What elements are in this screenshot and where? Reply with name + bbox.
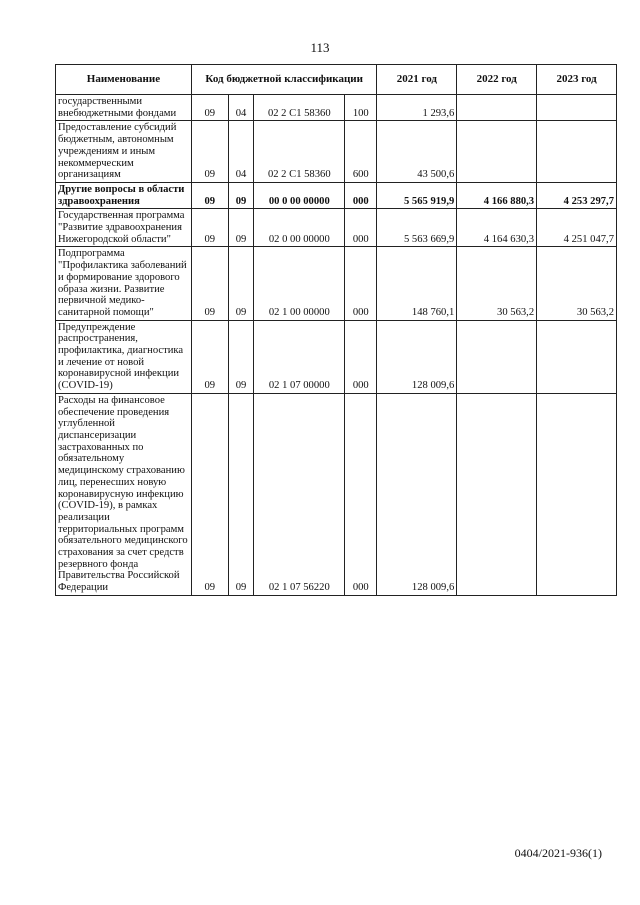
row-section: 09 xyxy=(191,393,228,595)
row-amount-2021: 148 760,1 xyxy=(377,247,457,320)
row-subsection: 09 xyxy=(228,320,254,393)
header-row xyxy=(56,65,617,95)
row-expense-type: 100 xyxy=(345,95,377,121)
row-section: 09 xyxy=(191,95,228,121)
row-amount-2021: 1 293,6 xyxy=(377,95,457,121)
row-subsection: 09 xyxy=(228,247,254,320)
row-section: 09 xyxy=(191,247,228,320)
row-amount-2023: 30 563,2 xyxy=(537,247,617,320)
row-amount-2022 xyxy=(457,121,537,183)
row-amount-2023 xyxy=(537,121,617,183)
header-code: Код бюджетной классификации xyxy=(191,65,377,95)
row-amount-2023 xyxy=(537,95,617,121)
row-subsection: 09 xyxy=(228,393,254,595)
header-2023: 2023 год xyxy=(537,65,617,95)
row-subsection: 04 xyxy=(228,121,254,183)
header-2022: 2022 год xyxy=(457,65,537,95)
row-section: 09 xyxy=(191,320,228,393)
row-amount-2022: 4 166 880,3 xyxy=(457,182,537,208)
row-expense-type: 000 xyxy=(345,393,377,595)
row-name: Подпрограмма "Профилактика заболеваний и формирование здорового образа жизни. Развитие первичной медико-санитарной помощи" xyxy=(56,247,192,320)
row-expense-type: 000 xyxy=(345,320,377,393)
row-target-article: 02 2 C1 58360 xyxy=(254,95,345,121)
row-amount-2023 xyxy=(537,393,617,595)
row-target-article: 02 0 00 00000 xyxy=(254,209,345,247)
page-number: 113 xyxy=(310,40,330,55)
row-amount-2022 xyxy=(457,95,537,121)
row-amount-2021: 5 563 669,9 xyxy=(377,209,457,247)
document-number: 0404/2021-936(1) xyxy=(514,846,602,860)
row-amount-2022: 4 164 630,3 xyxy=(457,209,537,247)
row-amount-2021: 43 500,6 xyxy=(377,121,457,183)
row-amount-2023 xyxy=(537,320,617,393)
row-amount-2021: 5 565 919,9 xyxy=(377,182,457,208)
row-name: Расходы на финансовое обеспечение проведения углубленной диспансеризации застрахованных по обязательному медицинскому страхованию лиц, перенесших новую коронавирусную инфекцию (COVID-19), в рамках реализации территориальных программ обязательного медицинского страхования за счет средств резервного фонда Правительства Российской Федерации xyxy=(56,393,192,595)
row-expense-type: 600 xyxy=(345,121,377,183)
row-expense-type: 000 xyxy=(345,182,377,208)
table-row xyxy=(56,393,617,595)
table-row xyxy=(56,209,617,247)
row-expense-type: 000 xyxy=(345,247,377,320)
row-amount-2021: 128 009,6 xyxy=(377,320,457,393)
row-name: Другие вопросы в области здравоохранения xyxy=(56,182,192,208)
table-row xyxy=(56,320,617,393)
row-subsection: 04 xyxy=(228,95,254,121)
row-name: Предупреждение распространения, профилактика, диагностика и лечение от новой коронавирусной инфекции (COVID-19) xyxy=(56,320,192,393)
row-target-article: 02 1 07 00000 xyxy=(254,320,345,393)
row-amount-2022: 30 563,2 xyxy=(457,247,537,320)
row-section: 09 xyxy=(191,121,228,183)
row-expense-type: 000 xyxy=(345,209,377,247)
row-section: 09 xyxy=(191,182,228,208)
budget-table xyxy=(55,64,617,596)
row-name: государственными внебюджетными фондами xyxy=(56,95,192,121)
header-name: Наименование xyxy=(56,65,192,95)
row-subsection: 09 xyxy=(228,209,254,247)
header-2021: 2021 год xyxy=(377,65,457,95)
row-amount-2022 xyxy=(457,320,537,393)
table-row xyxy=(56,247,617,320)
row-name: Предоставление субсидий бюджетным, автономным учреждениям и иным некоммерческим организациям xyxy=(56,121,192,183)
table-row xyxy=(56,182,617,208)
row-amount-2023: 4 253 297,7 xyxy=(537,182,617,208)
row-target-article: 02 1 07 56220 xyxy=(254,393,345,595)
row-amount-2023: 4 251 047,7 xyxy=(537,209,617,247)
row-name: Государственная программа "Развитие здравоохранения Нижегородской области" xyxy=(56,209,192,247)
row-amount-2021: 128 009,6 xyxy=(377,393,457,595)
row-section: 09 xyxy=(191,209,228,247)
row-target-article: 00 0 00 00000 xyxy=(254,182,345,208)
row-target-article: 02 1 00 00000 xyxy=(254,247,345,320)
row-amount-2022 xyxy=(457,393,537,595)
table-row xyxy=(56,121,617,183)
table-row xyxy=(56,95,617,121)
row-subsection: 09 xyxy=(228,182,254,208)
row-target-article: 02 2 C1 58360 xyxy=(254,121,345,183)
